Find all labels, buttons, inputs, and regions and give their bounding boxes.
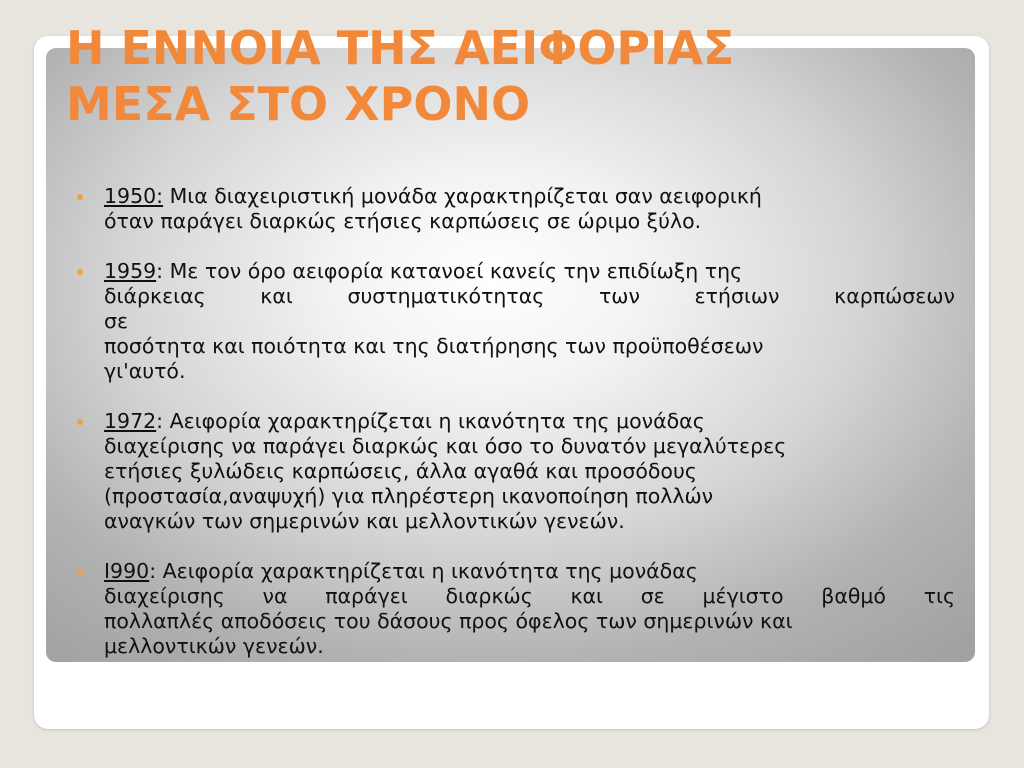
bullet-word: διαχείρισης [104,584,225,608]
bullet-word: και [570,584,603,608]
slide-title [66,20,734,132]
slide-title-line-2: ΜΕΣΑ ΣΤΟ ΧΡΟΝΟ [66,77,531,131]
bullet-year: 1950: [104,184,164,208]
bullet-text: : Αειφορία χαρακτηρίζεται η ικανότητα της μονάδας [149,559,698,583]
bullet-text: : Με τον όρο αειφορία κατανοεί κανείς την επιδίωξη της [156,259,743,283]
bullet-line [104,259,955,284]
bullet-item-1990 [75,559,955,659]
bullet-line-justified [104,284,955,309]
bullet-word: να [262,584,288,608]
bullet-word: παράγει [325,584,408,608]
bullet-line: ποσότητα και ποιότητα και της διατήρησης των προϋποθέσεων [104,334,764,358]
bullet-dot-icon [77,569,83,575]
bullet-line: σε [104,309,129,333]
bullet-line [104,184,955,209]
bullet-line: πολλαπλές αποδόσεις του δάσους προς όφελος των σημερινών και [104,609,793,633]
bullet-word: συστηματικότητας [347,284,545,308]
bullet-line: (προστασία,αναψυχή) για πληρέστερη ικανοποίηση πολλών [104,484,714,508]
bullet-word: βαθμό [821,584,886,608]
bullet-text: : Αειφορία χαρακτηρίζεται η ικανότητα της μονάδας [156,409,705,433]
bullet-line: γι'αυτό. [104,359,186,383]
bullet-line: αναγκών των σημερινών και μελλοντικών γενεών. [104,509,625,533]
bullet-line-justified [104,584,955,609]
bullet-year: 1959 [104,259,157,283]
bullet-dot-icon [77,419,83,425]
bullet-word: τις [923,584,955,608]
bullet-line: μελλοντικών γενεών. [104,634,324,658]
bullet-word: καρπώσεων [834,284,955,308]
bullet-line: όταν παράγει διαρκώς ετήσιες καρπώσεις σε ώριμο ξύλο. [104,209,702,233]
bullet-year: Ι990 [104,559,150,583]
bullet-item-1950 [75,184,955,234]
bullet-word: των [598,284,640,308]
bullet-word: σε [640,584,665,608]
bullet-list [75,184,955,684]
bullet-word: διάρκειας [104,284,206,308]
bullet-item-1959 [75,259,955,384]
bullet-dot-icon [77,269,83,275]
bullet-line [104,409,955,434]
bullet-year: 1972 [104,409,157,433]
bullet-dot-icon [77,194,83,200]
bullet-word: ετήσιων [694,284,780,308]
bullet-word: και [260,284,293,308]
bullet-line: ετήσιες ξυλώδεις καρπώσεις, άλλα αγαθά και προσόδους [104,459,697,483]
bullet-word: μέγιστο [702,584,784,608]
bullet-text: Μια διαχειριστική μονάδα χαρακτηρίζεται σαν αειφορική [163,184,762,208]
bullet-line [104,559,955,584]
bullet-item-1972 [75,409,955,534]
bullet-word: διαρκώς [445,584,533,608]
bullet-line: διαχείρισης να παράγει διαρκώς και όσο το δυνατόν μεγαλύτερες [104,434,787,458]
slide-title-line-1: Η ΕΝΝΟΙΑ ΤΗΣ ΑΕΙΦΟΡΙΑΣ [66,21,735,75]
